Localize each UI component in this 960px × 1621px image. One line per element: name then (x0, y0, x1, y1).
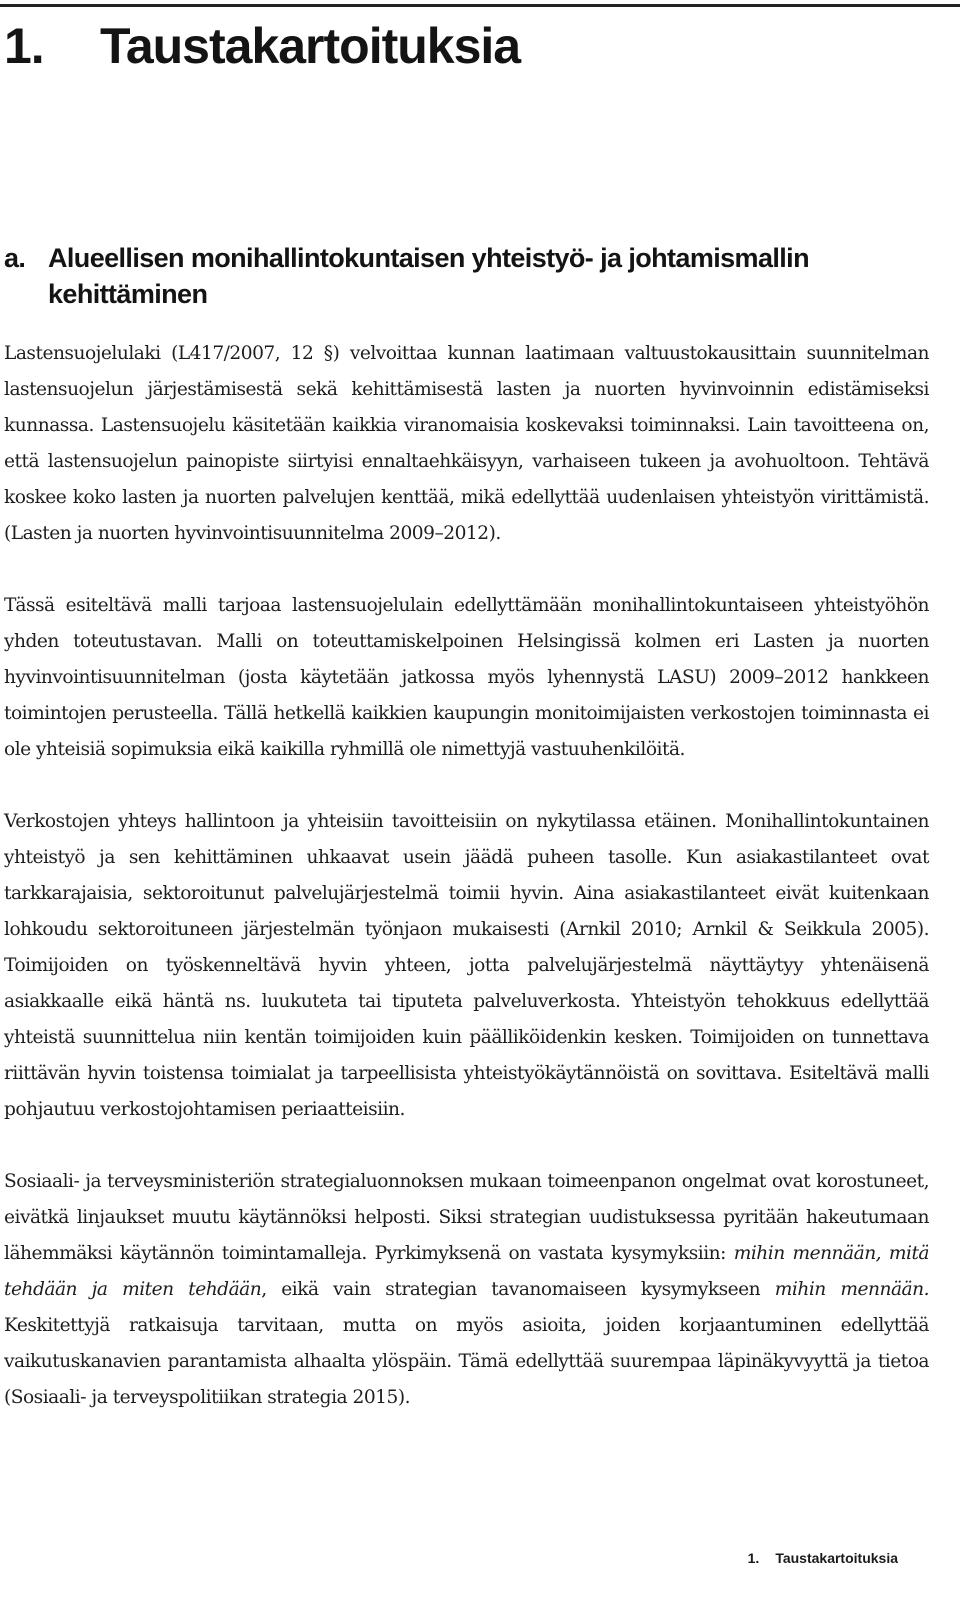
paragraph-3: Verkostojen yhteys hallintoon ja yhteisiin tavoitteisiin on nykytilassa etäinen. Monihallintokuntainen yhteistyö ja sen kehittäminen uhkaavat usein jäädä puheen tasolle. Kun asiakastilanteet ovat tarkkarajaisia, sektoroitunut palvelujärjestelmä toimii hyvin. Aina asiakastilanteet eivät kuitenkaan lohkoudu sektoroituneen järjestelmän työnjaon mukaisesti (Arnkil 2010; Arnkil & Seikkula 2005). Toimijoiden on työskenneltävä hyvin yhteen, jotta palvelujärjestelmä näyttäytyy yhtenäisenä asiakkaalle eikä häntä ns. luukuteta tai tiputeta palveluverkosta. Yhteistyön tehokkuus edellyttää yhteistä suunnittelua niin kentän toimijoiden kuin päälliköidenkin kesken. Toimijoiden on tunnettava riittävän hyvin toistensa toimialat ja tarpeellisista yhteistyökäytännöistä on sovittava. Esiteltävä malli pohjautuu verkostojohtamisen periaatteisiin. (4, 811, 929, 1120)
section-title-text: Alueellisen monihallintokuntaisen yhteistyö- ja johtamismallin kehittäminen (48, 243, 809, 309)
section-letter: a. (4, 243, 26, 273)
footer-chapter-title: Taustakartoituksia (775, 1550, 898, 1566)
paragraph-4-part-1: Sosiaali- ja terveysministeriön strategialuonnoksen mukaan toimeenpanon ongelmat ovat korostuneet, eivätkä linjaukset muutu käytännöksi helposti. Siksi strategian uudistuksessa pyritään hakeutumaan lähemmäksi käytännön toimintamalleja. Pyrkimyksenä on vastata kysymyksiin: (4, 1171, 929, 1264)
paragraph-4-italic-questions: mihin mennään, mitä tehdään ja miten tehdään (4, 1243, 930, 1300)
paragraph-4-italic-question: mihin mennään. (774, 1279, 929, 1300)
paragraph-2: Tässä esiteltävä malli tarjoaa lastensuojelulain edellyttämään monihallintokuntaiseen yhteistyöhön yhden toteutustavan. Malli on toteuttamiskelpoinen Helsingissä kolmen eri Lasten ja nuorten hyvinvointisuunnitelman (josta käytetään jatkossa myös lyhennystä LASU) 2009–2012 hankkeen toimintojen perusteella. Tällä hetkellä kaikkien kaupungin monitoimijaisten verkostojen toiminnasta ei ole yhteisiä sopimuksia eikä kaikilla ryhmillä ole nimettyjä vastuuhenkilöitä. (4, 595, 929, 760)
paragraph-4-part-2: , eikä vain strategian tavanomaiseen kysymykseen (261, 1279, 775, 1300)
body-text (4, 336, 929, 1452)
running-footer (748, 1548, 898, 1568)
paragraph-4-part-3: Keskitettyjä ratkaisuja tarvitaan, mutta on myös asioita, joiden korjaantuminen edellyttää vaikutuskanavien parantamista alhaalta ylöspäin. Tämä edellyttää suurempaa läpinäkyvyyttä ja tietoa (Sosiaali- ja terveyspolitiikan strategia 2015). (4, 1315, 929, 1408)
chapter-title-text: Taustakartoituksia (100, 18, 521, 74)
footer-chapter-number: 1. (747, 1550, 760, 1566)
chapter-number: 1. (4, 18, 44, 74)
paragraph-1: Lastensuojelulaki (L417/2007, 12 §) velvoittaa kunnan laatimaan valtuustokausittain suunnitelman lastensuojelun järjestämisestä sekä kehittämisestä lasten ja nuorten hyvinvoinnin edistämiseksi kunnassa. Lastensuojelu käsitetään kaikkia viranomaisia koskevaksi toiminnaksi. Lain tavoitteena on, että lastensuojelun painopiste siirtyisi ennaltaehkäisyyn, varhaiseen tukeen ja avohuoltoon. Tehtävä koskee koko lasten ja nuorten palvelujen kenttää, mikä edellyttää uudenlaisen yhteistyön virittämistä. (Lasten ja nuorten hyvinvointisuunnitelma 2009–2012). (4, 343, 929, 544)
paragraph-4 (4, 1164, 929, 1416)
section-title (4, 240, 904, 312)
chapter-title (4, 16, 520, 76)
top-rule (0, 4, 960, 7)
